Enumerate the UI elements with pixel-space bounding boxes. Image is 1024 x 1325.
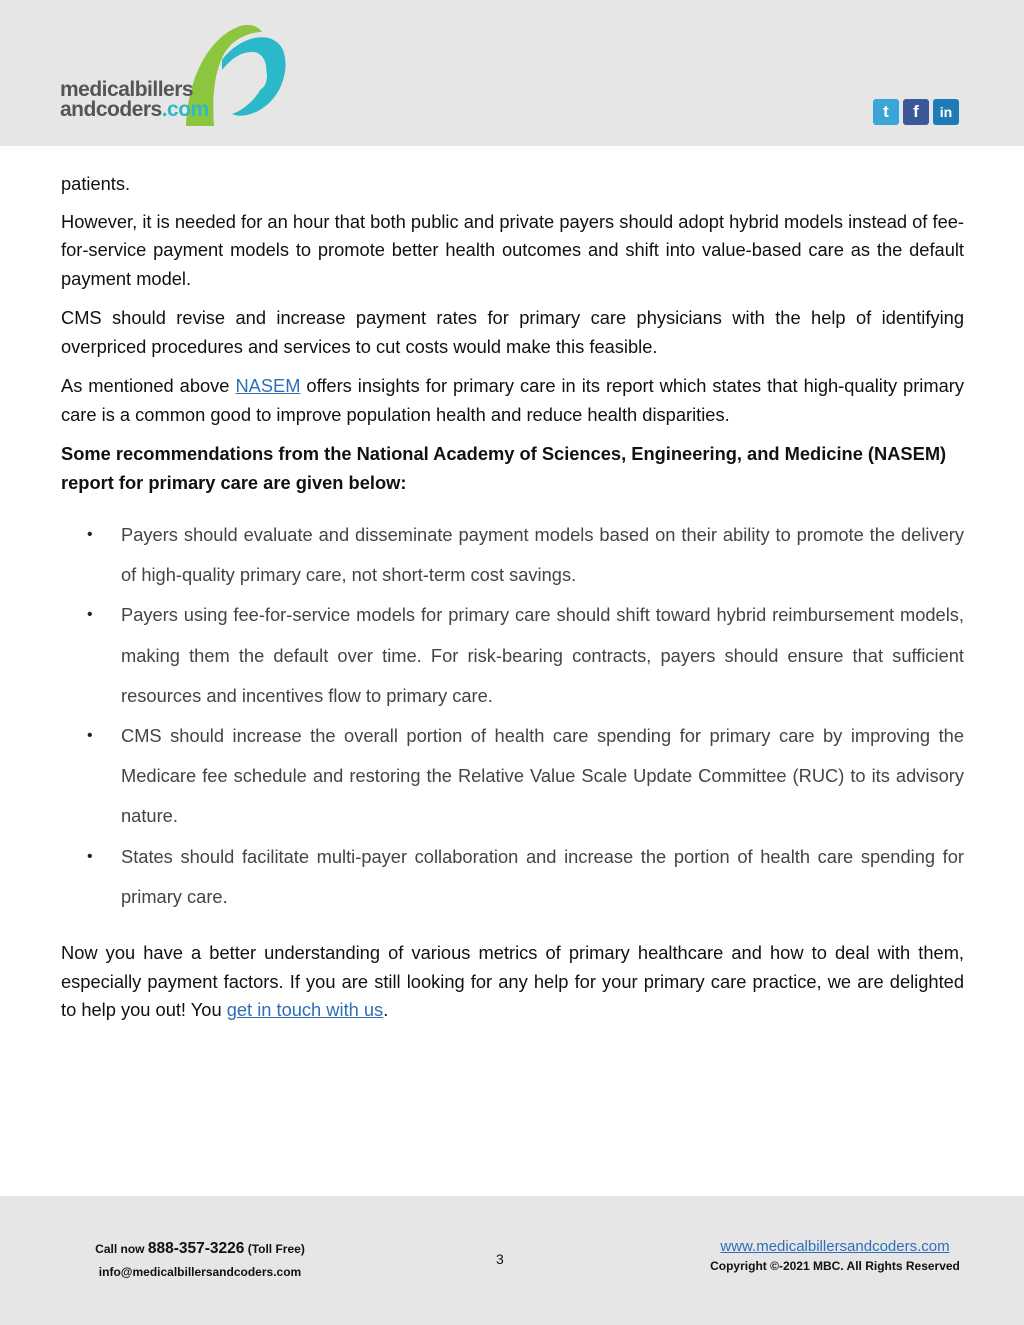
linkedin-icon[interactable]: in bbox=[933, 99, 959, 125]
company-logo[interactable] bbox=[58, 18, 298, 133]
page-header bbox=[0, 0, 1024, 146]
paragraph-4: As mentioned above NASEM offers insights for primary care in its report which states that high-quality primary care is a common good to improve population health and reduce health disparities. bbox=[61, 375, 964, 425]
logo-dotcom: .com bbox=[161, 98, 209, 121]
logo-line-1: medicalbillers bbox=[60, 78, 194, 101]
footer-site bbox=[690, 1238, 980, 1273]
footer-contact bbox=[80, 1240, 320, 1279]
paragraph-3: CMS should revise and increase payment rates for primary care physicians with the help of identifying overpriced procedures and services to cut costs would make this feasible. bbox=[61, 307, 964, 357]
paragraph-2: However, it is needed for an hour that both public and private payers should adopt hybrid models instead of fee-for-service payment models to promote better health outcomes and shift into value-based care as the default payment model. bbox=[61, 210, 964, 289]
facebook-icon[interactable]: f bbox=[903, 99, 929, 125]
nasem-link[interactable]: NASEM bbox=[235, 375, 301, 396]
logo-wordmark bbox=[60, 80, 209, 120]
page-number: 3 bbox=[496, 1251, 504, 1267]
call-now-label: Call now bbox=[95, 1242, 148, 1256]
list-item: • Payers using fee-for-service models for primary care should shift toward hybrid reimbursement models, making them the default over time. For risk-bearing contracts, payers should ensure that sufficient resources and incentives flow to primary care. bbox=[61, 595, 964, 716]
page-footer bbox=[0, 1196, 1024, 1325]
phone-number[interactable]: 888-357-3226 bbox=[147, 1240, 245, 1257]
contact-link[interactable]: get in touch with us bbox=[226, 999, 384, 1021]
logo-line-2: andcoders.com bbox=[60, 98, 209, 121]
website-link[interactable]: www.medicalbillersandcoders.com bbox=[720, 1238, 950, 1255]
toll-free-label: (Toll Free) bbox=[244, 1242, 305, 1256]
copyright-text: Copyright ©-2021 MBC. All Rights Reserved bbox=[710, 1259, 960, 1273]
closing-paragraph: Now you have a better understanding of various metrics of primary healthcare and how to deal with them, especially payment factors. If you are still looking for any help for your primary care practice, we are delighted to help you out! You get in touch with us. bbox=[61, 942, 964, 1021]
twitter-icon[interactable]: t bbox=[873, 99, 899, 125]
list-item: • States should facilitate multi-payer collaboration and increase the portion of health care spending for primary care. bbox=[61, 837, 964, 917]
social-links bbox=[873, 99, 959, 125]
article-body bbox=[61, 170, 964, 1036]
recommendations-list bbox=[61, 515, 964, 917]
footer-email[interactable]: info@medicalbillersandcoders.com bbox=[98, 1265, 302, 1279]
list-item: • CMS should increase the overall portion of health care spending for primary care by improving the Medicare fee schedule and restoring the Relative Value Scale Update Committee (RUC) to its advisory nature. bbox=[61, 716, 964, 837]
paragraph-1: patients. bbox=[61, 173, 131, 194]
list-item: • Payers should evaluate and disseminate payment models based on their ability to promote the delivery of high-quality primary care, not short-term cost savings. bbox=[61, 515, 964, 595]
recommendations-heading: Some recommendations from the National Academy of Sciences, Engineering, and Medicine (NASEM) report for primary care are given below: bbox=[61, 443, 947, 493]
